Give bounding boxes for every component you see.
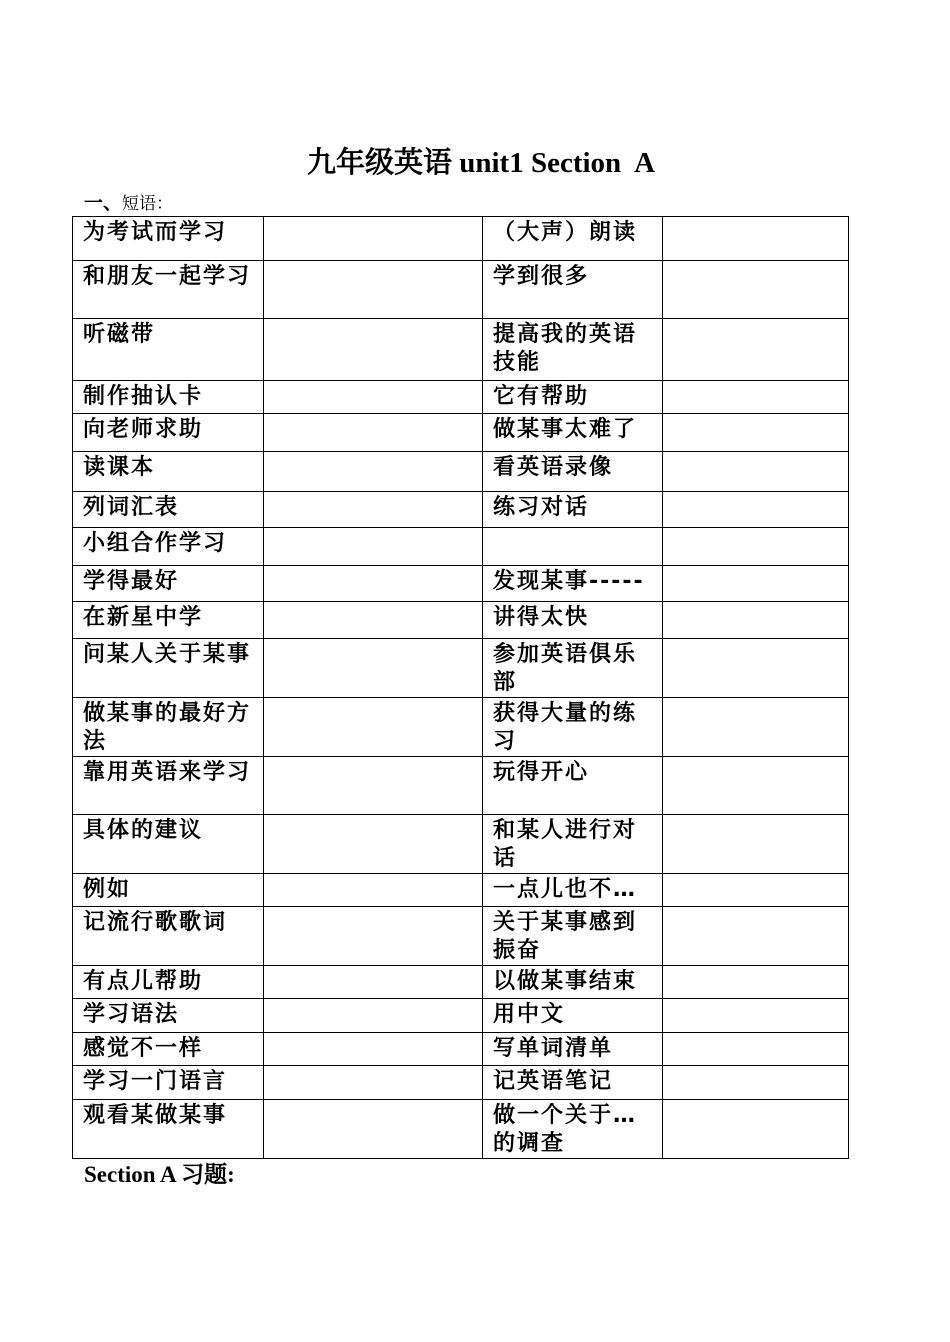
answer-blank-cell[interactable] bbox=[663, 217, 849, 261]
answer-blank-cell[interactable] bbox=[264, 1066, 483, 1100]
answer-blank-cell[interactable] bbox=[264, 757, 483, 815]
answer-blank-cell[interactable] bbox=[663, 319, 849, 381]
chinese-phrase-cell: 做一个关于…的调查 bbox=[483, 1100, 663, 1159]
answer-blank-cell[interactable] bbox=[264, 319, 483, 381]
table-row bbox=[73, 381, 849, 414]
table-row bbox=[73, 874, 849, 907]
chinese-phrase-cell: 看英语录像 bbox=[483, 452, 663, 492]
answer-blank-cell[interactable] bbox=[264, 261, 483, 319]
answer-blank-cell[interactable] bbox=[264, 815, 483, 874]
answer-blank-cell[interactable] bbox=[663, 261, 849, 319]
chinese-phrase-cell: 用中文 bbox=[483, 999, 663, 1033]
answer-blank-cell[interactable] bbox=[663, 381, 849, 414]
answer-blank-cell[interactable] bbox=[663, 966, 849, 999]
chinese-phrase-cell: 例如 bbox=[73, 874, 264, 907]
table-row bbox=[73, 261, 849, 319]
table-row bbox=[73, 566, 849, 602]
chinese-phrase-cell: 有点儿帮助 bbox=[73, 966, 264, 999]
table-row bbox=[73, 698, 849, 757]
chinese-phrase-cell: 做某事的最好方法 bbox=[73, 698, 264, 757]
chinese-phrase-cell bbox=[483, 528, 663, 566]
section-number: 一、 bbox=[84, 192, 123, 214]
chinese-phrase-cell: 听磁带 bbox=[73, 319, 264, 381]
answer-blank-cell[interactable] bbox=[663, 757, 849, 815]
table-row bbox=[73, 528, 849, 566]
answer-blank-cell[interactable] bbox=[264, 528, 483, 566]
answer-blank-cell[interactable] bbox=[663, 414, 849, 452]
table-row bbox=[73, 999, 849, 1033]
chinese-phrase-cell: 写单词清单 bbox=[483, 1033, 663, 1066]
answer-blank-cell[interactable] bbox=[264, 492, 483, 528]
section-label: 短语： bbox=[122, 194, 174, 214]
chinese-phrase-cell: 列词汇表 bbox=[73, 492, 264, 528]
chinese-phrase-cell: 学习语法 bbox=[73, 999, 264, 1033]
phrase-table bbox=[72, 216, 849, 1159]
table-row bbox=[73, 907, 849, 966]
chinese-phrase-cell: 和朋友一起学习 bbox=[73, 261, 264, 319]
answer-blank-cell[interactable] bbox=[264, 874, 483, 907]
answer-blank-cell[interactable] bbox=[663, 999, 849, 1033]
chinese-phrase-cell: 它有帮助 bbox=[483, 381, 663, 414]
answer-blank-cell[interactable] bbox=[264, 452, 483, 492]
chinese-phrase-cell: 学到很多 bbox=[483, 261, 663, 319]
chinese-phrase-cell: 记英语笔记 bbox=[483, 1066, 663, 1100]
chinese-phrase-cell: 具体的建议 bbox=[73, 815, 264, 874]
answer-blank-cell[interactable] bbox=[264, 698, 483, 757]
answer-blank-cell[interactable] bbox=[264, 414, 483, 452]
answer-blank-cell[interactable] bbox=[264, 602, 483, 639]
table-row bbox=[73, 757, 849, 815]
chinese-phrase-cell: 参加英语俱乐部 bbox=[483, 639, 663, 698]
answer-blank-cell[interactable] bbox=[264, 1033, 483, 1066]
answer-blank-cell[interactable] bbox=[663, 1100, 849, 1159]
table-row bbox=[73, 217, 849, 261]
exercise-heading: Section A 习题: bbox=[84, 1162, 235, 1187]
answer-blank-cell[interactable] bbox=[663, 528, 849, 566]
answer-blank-cell[interactable] bbox=[663, 452, 849, 492]
table-row bbox=[73, 452, 849, 492]
answer-blank-cell[interactable] bbox=[663, 602, 849, 639]
chinese-phrase-cell: 向老师求助 bbox=[73, 414, 264, 452]
chinese-phrase-cell: 靠用英语来学习 bbox=[73, 757, 264, 815]
chinese-phrase-cell: 和某人进行对话 bbox=[483, 815, 663, 874]
chinese-phrase-cell: 读课本 bbox=[73, 452, 264, 492]
chinese-phrase-cell: 问某人关于某事 bbox=[73, 639, 264, 698]
table-row bbox=[73, 966, 849, 999]
answer-blank-cell[interactable] bbox=[264, 907, 483, 966]
chinese-phrase-cell: 制作抽认卡 bbox=[73, 381, 264, 414]
answer-blank-cell[interactable] bbox=[663, 639, 849, 698]
answer-blank-cell[interactable] bbox=[663, 566, 849, 602]
chinese-phrase-cell: 玩得开心 bbox=[483, 757, 663, 815]
chinese-phrase-cell: 一点儿也不… bbox=[483, 874, 663, 907]
answer-blank-cell[interactable] bbox=[264, 217, 483, 261]
chinese-phrase-cell: 学习一门语言 bbox=[73, 1066, 264, 1100]
chinese-phrase-cell: 做某事太难了 bbox=[483, 414, 663, 452]
table-row bbox=[73, 1066, 849, 1100]
chinese-phrase-cell: 为考试而学习 bbox=[73, 217, 264, 261]
table-row bbox=[73, 1033, 849, 1066]
table-row bbox=[73, 602, 849, 639]
answer-blank-cell[interactable] bbox=[264, 966, 483, 999]
answer-blank-cell[interactable] bbox=[663, 698, 849, 757]
answer-blank-cell[interactable] bbox=[264, 381, 483, 414]
chinese-phrase-cell: 关于某事感到振奋 bbox=[483, 907, 663, 966]
table-row bbox=[73, 414, 849, 452]
table-row bbox=[73, 492, 849, 528]
chinese-phrase-cell: 观看某做某事 bbox=[73, 1100, 264, 1159]
chinese-phrase-cell: 发现某事----- bbox=[483, 566, 663, 602]
chinese-phrase-cell: 记流行歌歌词 bbox=[73, 907, 264, 966]
chinese-phrase-cell: 感觉不一样 bbox=[73, 1033, 264, 1066]
chinese-phrase-cell: 练习对话 bbox=[483, 492, 663, 528]
answer-blank-cell[interactable] bbox=[264, 999, 483, 1033]
table-row bbox=[73, 319, 849, 381]
chinese-phrase-cell: 获得大量的练习 bbox=[483, 698, 663, 757]
table-row bbox=[73, 639, 849, 698]
chinese-phrase-cell: （大声）朗读 bbox=[483, 217, 663, 261]
answer-blank-cell[interactable] bbox=[663, 874, 849, 907]
chinese-phrase-cell: 提高我的英语技能 bbox=[483, 319, 663, 381]
answer-blank-cell[interactable] bbox=[663, 815, 849, 874]
answer-blank-cell[interactable] bbox=[663, 1066, 849, 1100]
page-title: 九年级英语 unit1 Section A bbox=[306, 147, 656, 179]
table-row bbox=[73, 1100, 849, 1159]
chinese-phrase-cell: 以做某事结束 bbox=[483, 966, 663, 999]
answer-blank-cell[interactable] bbox=[264, 639, 483, 698]
answer-blank-cell[interactable] bbox=[663, 907, 849, 966]
table-row bbox=[73, 815, 849, 874]
answer-blank-cell[interactable] bbox=[663, 1033, 849, 1066]
answer-blank-cell[interactable] bbox=[264, 566, 483, 602]
chinese-phrase-cell: 小组合作学习 bbox=[73, 528, 264, 566]
answer-blank-cell[interactable] bbox=[663, 492, 849, 528]
chinese-phrase-cell: 学得最好 bbox=[73, 566, 264, 602]
section-heading bbox=[84, 192, 173, 215]
chinese-phrase-cell: 讲得太快 bbox=[483, 602, 663, 639]
chinese-phrase-cell: 在新星中学 bbox=[73, 602, 264, 639]
answer-blank-cell[interactable] bbox=[264, 1100, 483, 1159]
